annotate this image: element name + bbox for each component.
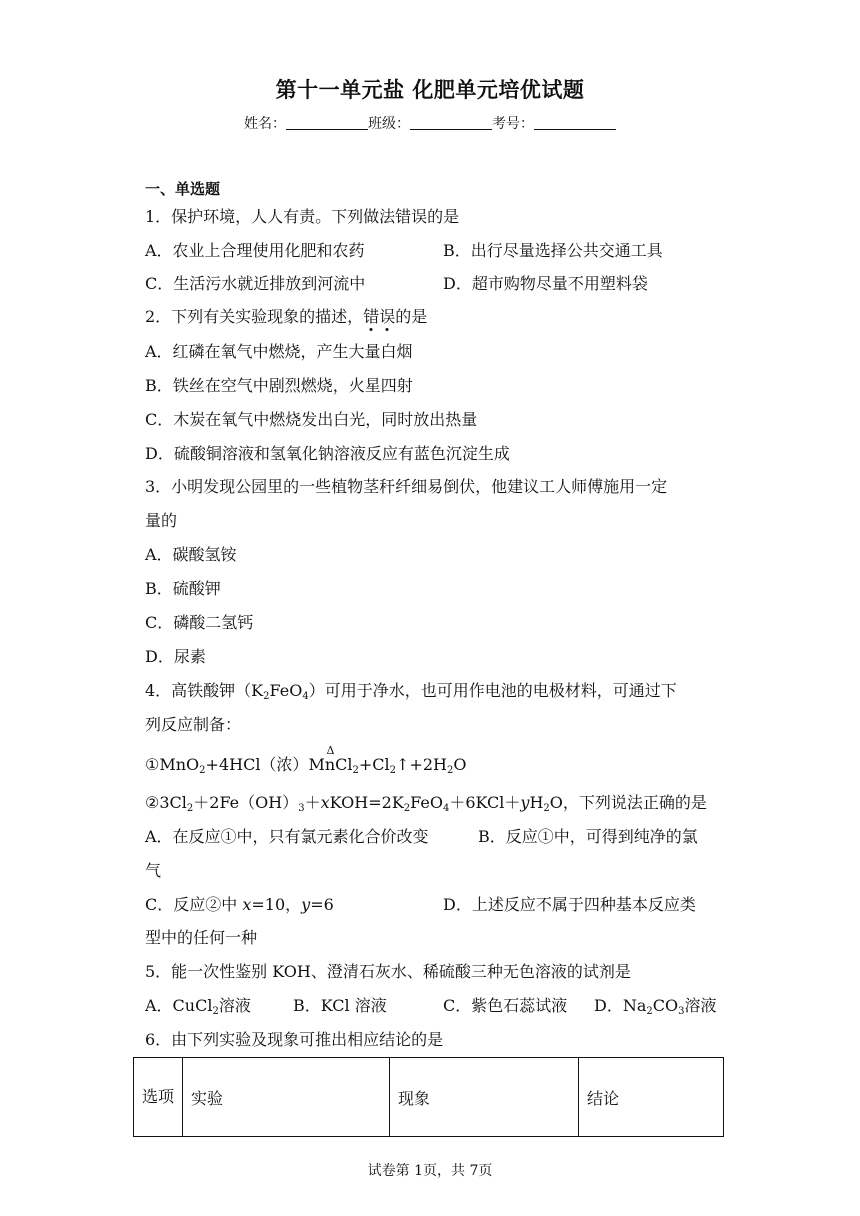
q1-stem: 1．保护环境，人人有责。下列做法错误的是 xyxy=(145,207,460,226)
subscript: 2 xyxy=(446,765,454,776)
name-label: 姓名： xyxy=(244,116,286,132)
q2-option-d: D．硫酸铜溶液和氢氧化钠溶液反应有蓝色沉淀生成 xyxy=(145,444,510,463)
option-text: A．CuCl xyxy=(145,996,213,1015)
delta-symbol: Δ xyxy=(326,744,335,757)
q2-stem-pre: 2．下列有关实验现象的描述， xyxy=(145,307,364,326)
q4-text: ）可用于净水，也可用作电池的电极材料，可通过下 xyxy=(308,681,677,700)
page-footer: 试卷第 1页，共 7页 xyxy=(367,1163,493,1179)
variable-x: x xyxy=(242,895,252,914)
q5-option-d xyxy=(594,995,717,1017)
reaction-text: MnCl xyxy=(308,755,353,774)
reaction-text: ＋ xyxy=(304,793,321,812)
q1-option-c: C．生活污水就近排放到河流中 xyxy=(145,274,366,293)
option-text: 溶液 xyxy=(684,996,717,1015)
option-text: CO xyxy=(652,996,679,1015)
option-text: D．Na xyxy=(594,996,647,1015)
q2-stem-post: 的是 xyxy=(395,307,428,326)
q4-reaction-2 xyxy=(145,792,707,814)
class-blank[interactable] xyxy=(410,115,492,130)
q6-table xyxy=(133,1057,724,1137)
subscript: 2 xyxy=(212,1006,219,1017)
q4-option-b-line1: B．反应①中，可得到纯净的氯 xyxy=(478,827,698,846)
reaction-text: ↑+2H xyxy=(396,755,447,774)
q4-option-b-line2: 气 xyxy=(145,861,162,880)
q6-stem: 6．由下列实验及现象可推出相应结论的是 xyxy=(145,1030,444,1049)
q4-stem-line2: 列反应制备： xyxy=(145,715,242,734)
emphasis-dot-char: 错 xyxy=(363,307,380,326)
variable-x: x xyxy=(320,793,330,812)
variable-y: y xyxy=(520,793,530,812)
heating-condition xyxy=(308,744,353,776)
q3-stem-line1: 3．小明发现公园里的一些植物茎秆纤细易倒伏，他建议工人师傅施用一定 xyxy=(145,477,668,496)
table-header-cell: 实验 xyxy=(183,1058,390,1137)
q2-option-c: C．木炭在氧气中燃烧发出白光，同时放出热量 xyxy=(145,410,478,429)
option-text: =6 xyxy=(310,895,334,914)
reaction-text: ＋2Fe（OH） xyxy=(193,793,299,812)
q3-option-d: D．尿素 xyxy=(145,647,206,666)
option-text: 溶液 xyxy=(218,996,251,1015)
page-title: 第十一单元盐 化肥单元培优试题 xyxy=(275,78,585,102)
subscript: 2 xyxy=(543,803,550,814)
exam-no-blank[interactable] xyxy=(534,115,616,130)
student-info-line xyxy=(0,113,860,133)
subscript: 2 xyxy=(352,765,359,776)
q5-option-b: B．KCl 溶液 xyxy=(293,996,387,1015)
reaction-text: H xyxy=(529,793,544,812)
q4-option-a: A．在反应①中，只有氯元素化合价改变 xyxy=(145,827,429,846)
reaction-text: KOH=2K xyxy=(329,793,404,812)
emphasis-dot-char: 误 xyxy=(379,307,396,326)
table-header-cell: 现象 xyxy=(390,1058,579,1137)
reaction-text: ＋6KCl＋ xyxy=(449,793,521,812)
q4-option-d-line1: D．上述反应不属于四种基本反应类 xyxy=(443,895,696,914)
subscript: 2 xyxy=(403,803,411,814)
reaction-text: ①MnO xyxy=(145,755,200,774)
table-header-row xyxy=(134,1058,724,1137)
q5-option-a xyxy=(145,995,251,1017)
q3-option-c: C．磷酸二氢钙 xyxy=(145,613,254,632)
q4-option-d-line2: 型中的任何一种 xyxy=(145,928,258,947)
variable-y: y xyxy=(301,895,311,914)
q2-stem xyxy=(145,306,427,328)
q1-option-a: A．农业上合理使用化肥和农药 xyxy=(145,241,365,260)
q5-stem: 5．能一次性鉴别 KOH、澄清石灰水、稀硫酸三种无色溶液的试剂是 xyxy=(145,962,631,981)
reaction-text: FeO xyxy=(410,793,443,812)
subscript: 2 xyxy=(199,765,206,776)
q3-option-b: B．硫酸钾 xyxy=(145,579,221,598)
q4-reaction-1 xyxy=(145,744,467,776)
exam-no-label: 考号： xyxy=(492,116,534,132)
q4-option-c xyxy=(145,894,334,916)
q3-option-a: A．碳酸氢铵 xyxy=(145,545,237,564)
q1-option-b: B．出行尽量选择公共交通工具 xyxy=(443,241,663,260)
subscript: 2 xyxy=(389,765,396,776)
subscript: 4 xyxy=(302,691,309,702)
subscript: 3 xyxy=(678,1006,685,1017)
reaction-text: +4HCl（浓） xyxy=(205,755,309,774)
reaction-text: +Cl xyxy=(358,755,390,774)
q1-option-d: D．超市购物尽量不用塑料袋 xyxy=(443,274,648,293)
table-header-cell: 选项 xyxy=(134,1058,183,1137)
subscript: 2 xyxy=(186,803,194,814)
option-text: =10， xyxy=(251,895,302,914)
reaction-text: O，下列说法正确的是 xyxy=(549,793,707,812)
q4-text: 4．高铁酸钾（K xyxy=(145,681,264,700)
reaction-text: ②3Cl xyxy=(145,793,187,812)
q3-stem-line2: 量的 xyxy=(145,511,178,530)
section-heading: 一、单选题 xyxy=(145,180,221,198)
q2-option-a: A．红磷在氧气中燃烧，产生大量白烟 xyxy=(145,342,413,361)
subscript: 4 xyxy=(442,803,450,814)
class-label: 班级： xyxy=(368,116,410,132)
table-header-cell: 结论 xyxy=(579,1058,724,1137)
q4-text: FeO xyxy=(269,681,303,700)
option-text: C．反应②中 xyxy=(145,895,243,914)
subscript: 3 xyxy=(298,803,305,814)
name-blank[interactable] xyxy=(286,115,368,130)
q2-option-b: B．铁丝在空气中剧烈燃烧，火星四射 xyxy=(145,376,413,395)
reaction-text: O xyxy=(453,755,467,774)
q5-option-c: C．紫色石蕊试液 xyxy=(443,996,568,1015)
subscript: 2 xyxy=(646,1006,653,1017)
q4-stem-line1 xyxy=(145,680,677,702)
subscript: 2 xyxy=(263,691,270,702)
